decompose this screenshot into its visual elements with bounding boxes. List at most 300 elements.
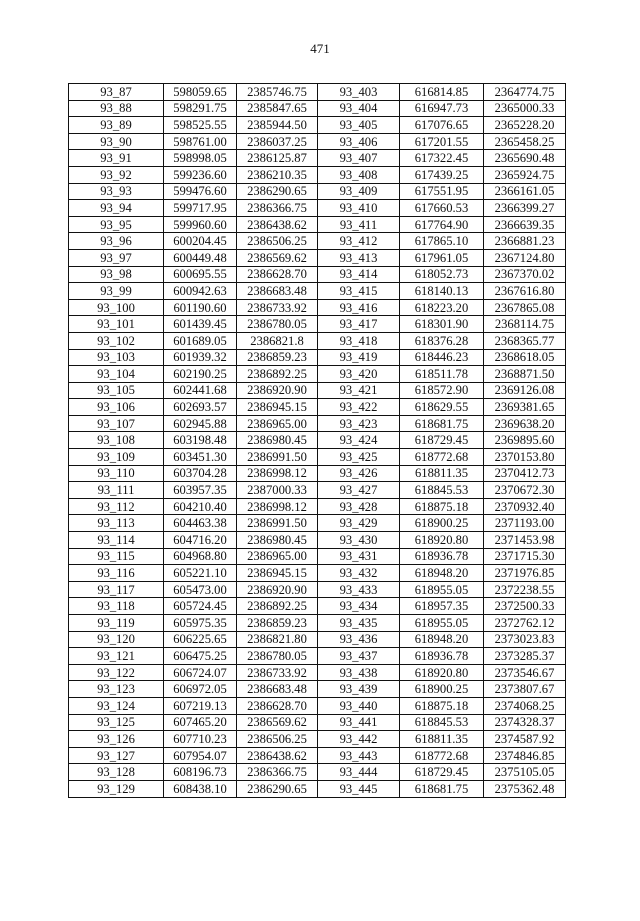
x-coordinate-left-cell: 602441.68 <box>164 382 237 399</box>
point-id-right-cell: 93_404 <box>318 100 400 117</box>
y-coordinate-left-cell: 2386290.65 <box>237 780 318 797</box>
y-coordinate-left-cell: 2386920.90 <box>237 382 318 399</box>
x-coordinate-left-cell: 605724.45 <box>164 598 237 615</box>
y-coordinate-right-cell: 2371715.30 <box>484 548 566 565</box>
y-coordinate-left-cell: 2386945.15 <box>237 399 318 416</box>
y-coordinate-right-cell: 2374068.25 <box>484 697 566 714</box>
point-id-right-cell: 93_444 <box>318 764 400 781</box>
x-coordinate-left-cell: 601689.05 <box>164 332 237 349</box>
y-coordinate-right-cell: 2365690.48 <box>484 150 566 167</box>
y-coordinate-right-cell: 2373807.67 <box>484 681 566 698</box>
x-coordinate-right-cell: 618936.78 <box>400 548 484 565</box>
table-row <box>69 133 566 150</box>
point-id-left-cell: 93_113 <box>69 515 164 532</box>
y-coordinate-right-cell: 2374328.37 <box>484 714 566 731</box>
point-id-right-cell: 93_408 <box>318 166 400 183</box>
y-coordinate-right-cell: 2364774.75 <box>484 84 566 101</box>
x-coordinate-right-cell: 618301.90 <box>400 316 484 333</box>
table-row <box>69 150 566 167</box>
point-id-right-cell: 93_438 <box>318 664 400 681</box>
y-coordinate-left-cell: 2386506.25 <box>237 731 318 748</box>
table-row <box>69 200 566 217</box>
y-coordinate-right-cell: 2373285.37 <box>484 648 566 665</box>
point-id-right-cell: 93_433 <box>318 581 400 598</box>
y-coordinate-left-cell: 2386780.05 <box>237 648 318 665</box>
y-coordinate-right-cell: 2366881.23 <box>484 233 566 250</box>
x-coordinate-right-cell: 618811.35 <box>400 465 484 482</box>
point-id-right-cell: 93_440 <box>318 697 400 714</box>
y-coordinate-left-cell: 2386892.25 <box>237 598 318 615</box>
point-id-right-cell: 93_427 <box>318 482 400 499</box>
x-coordinate-right-cell: 617865.10 <box>400 233 484 250</box>
point-id-right-cell: 93_414 <box>318 266 400 283</box>
x-coordinate-right-cell: 618875.18 <box>400 498 484 515</box>
point-id-right-cell: 93_429 <box>318 515 400 532</box>
y-coordinate-left-cell: 2386569.62 <box>237 249 318 266</box>
x-coordinate-left-cell: 601190.60 <box>164 299 237 316</box>
x-coordinate-left-cell: 604968.80 <box>164 548 237 565</box>
x-coordinate-right-cell: 618223.20 <box>400 299 484 316</box>
y-coordinate-right-cell: 2369126.08 <box>484 382 566 399</box>
point-id-left-cell: 93_91 <box>69 150 164 167</box>
table-row <box>69 100 566 117</box>
coordinates-table <box>68 83 566 798</box>
y-coordinate-right-cell: 2367865.08 <box>484 299 566 316</box>
table-row <box>69 764 566 781</box>
x-coordinate-right-cell: 618936.78 <box>400 648 484 665</box>
table-row <box>69 565 566 582</box>
y-coordinate-right-cell: 2367370.02 <box>484 266 566 283</box>
x-coordinate-left-cell: 600695.55 <box>164 266 237 283</box>
x-coordinate-left-cell: 603451.30 <box>164 449 237 466</box>
point-id-right-cell: 93_430 <box>318 532 400 549</box>
x-coordinate-right-cell: 617961.05 <box>400 249 484 266</box>
table-row <box>69 648 566 665</box>
point-id-left-cell: 93_104 <box>69 366 164 383</box>
x-coordinate-left-cell: 603704.28 <box>164 465 237 482</box>
x-coordinate-left-cell: 604463.38 <box>164 515 237 532</box>
x-coordinate-right-cell: 617660.53 <box>400 200 484 217</box>
point-id-left-cell: 93_126 <box>69 731 164 748</box>
point-id-right-cell: 93_411 <box>318 216 400 233</box>
y-coordinate-left-cell: 2386821.8 <box>237 332 318 349</box>
y-coordinate-right-cell: 2367124.80 <box>484 249 566 266</box>
point-id-right-cell: 93_424 <box>318 432 400 449</box>
point-id-right-cell: 93_445 <box>318 780 400 797</box>
point-id-right-cell: 93_413 <box>318 249 400 266</box>
y-coordinate-left-cell: 2386980.45 <box>237 432 318 449</box>
x-coordinate-left-cell: 599236.60 <box>164 166 237 183</box>
x-coordinate-right-cell: 616947.73 <box>400 100 484 117</box>
point-id-right-cell: 93_432 <box>318 565 400 582</box>
y-coordinate-right-cell: 2370412.73 <box>484 465 566 482</box>
point-id-left-cell: 93_99 <box>69 283 164 300</box>
y-coordinate-left-cell: 2386780.05 <box>237 316 318 333</box>
y-coordinate-left-cell: 2386998.12 <box>237 498 318 515</box>
point-id-left-cell: 93_115 <box>69 548 164 565</box>
point-id-right-cell: 93_412 <box>318 233 400 250</box>
y-coordinate-right-cell: 2371193.00 <box>484 515 566 532</box>
x-coordinate-left-cell: 606724.07 <box>164 664 237 681</box>
table-row <box>69 598 566 615</box>
point-id-left-cell: 93_123 <box>69 681 164 698</box>
point-id-left-cell: 93_112 <box>69 498 164 515</box>
x-coordinate-left-cell: 608438.10 <box>164 780 237 797</box>
table-row <box>69 631 566 648</box>
x-coordinate-right-cell: 618875.18 <box>400 697 484 714</box>
table-row <box>69 664 566 681</box>
x-coordinate-left-cell: 599717.95 <box>164 200 237 217</box>
point-id-right-cell: 93_442 <box>318 731 400 748</box>
x-coordinate-left-cell: 602945.88 <box>164 415 237 432</box>
x-coordinate-left-cell: 607710.23 <box>164 731 237 748</box>
y-coordinate-left-cell: 2386859.23 <box>237 349 318 366</box>
x-coordinate-left-cell: 605221.10 <box>164 565 237 582</box>
x-coordinate-left-cell: 598998.05 <box>164 150 237 167</box>
y-coordinate-left-cell: 2386859.23 <box>237 615 318 632</box>
y-coordinate-left-cell: 2386920.90 <box>237 581 318 598</box>
x-coordinate-left-cell: 603957.35 <box>164 482 237 499</box>
point-id-right-cell: 93_416 <box>318 299 400 316</box>
y-coordinate-right-cell: 2372238.55 <box>484 581 566 598</box>
point-id-left-cell: 93_110 <box>69 465 164 482</box>
table-row <box>69 366 566 383</box>
x-coordinate-left-cell: 598291.75 <box>164 100 237 117</box>
y-coordinate-right-cell: 2371453.98 <box>484 532 566 549</box>
point-id-left-cell: 93_107 <box>69 415 164 432</box>
y-coordinate-left-cell: 2385944.50 <box>237 117 318 134</box>
x-coordinate-left-cell: 599476.60 <box>164 183 237 200</box>
point-id-right-cell: 93_428 <box>318 498 400 515</box>
y-coordinate-left-cell: 2386506.25 <box>237 233 318 250</box>
point-id-right-cell: 93_405 <box>318 117 400 134</box>
point-id-right-cell: 93_426 <box>318 465 400 482</box>
table-row <box>69 233 566 250</box>
x-coordinate-right-cell: 618955.05 <box>400 581 484 598</box>
table-row <box>69 482 566 499</box>
x-coordinate-left-cell: 602190.25 <box>164 366 237 383</box>
y-coordinate-left-cell: 2386628.70 <box>237 697 318 714</box>
x-coordinate-left-cell: 607219.13 <box>164 697 237 714</box>
point-id-left-cell: 93_129 <box>69 780 164 797</box>
point-id-right-cell: 93_420 <box>318 366 400 383</box>
table-row <box>69 731 566 748</box>
y-coordinate-left-cell: 2386366.75 <box>237 200 318 217</box>
y-coordinate-left-cell: 2386683.48 <box>237 681 318 698</box>
y-coordinate-right-cell: 2365924.75 <box>484 166 566 183</box>
x-coordinate-right-cell: 618948.20 <box>400 631 484 648</box>
y-coordinate-right-cell: 2366161.05 <box>484 183 566 200</box>
point-id-left-cell: 93_94 <box>69 200 164 217</box>
x-coordinate-left-cell: 598059.65 <box>164 84 237 101</box>
y-coordinate-right-cell: 2366639.35 <box>484 216 566 233</box>
x-coordinate-right-cell: 618845.53 <box>400 714 484 731</box>
x-coordinate-right-cell: 618845.53 <box>400 482 484 499</box>
table-row <box>69 166 566 183</box>
point-id-right-cell: 93_421 <box>318 382 400 399</box>
point-id-left-cell: 93_101 <box>69 316 164 333</box>
point-id-right-cell: 93_406 <box>318 133 400 150</box>
table-row <box>69 449 566 466</box>
point-id-left-cell: 93_88 <box>69 100 164 117</box>
table-row <box>69 216 566 233</box>
x-coordinate-left-cell: 600204.45 <box>164 233 237 250</box>
x-coordinate-right-cell: 618681.75 <box>400 780 484 797</box>
y-coordinate-left-cell: 2386438.62 <box>237 216 318 233</box>
x-coordinate-right-cell: 618511.78 <box>400 366 484 383</box>
point-id-right-cell: 93_434 <box>318 598 400 615</box>
table-row <box>69 432 566 449</box>
y-coordinate-right-cell: 2375105.05 <box>484 764 566 781</box>
point-id-right-cell: 93_407 <box>318 150 400 167</box>
table-row <box>69 183 566 200</box>
x-coordinate-left-cell: 601939.32 <box>164 349 237 366</box>
point-id-left-cell: 93_111 <box>69 482 164 499</box>
x-coordinate-right-cell: 618376.28 <box>400 332 484 349</box>
x-coordinate-right-cell: 618948.20 <box>400 565 484 582</box>
x-coordinate-left-cell: 606972.05 <box>164 681 237 698</box>
y-coordinate-left-cell: 2386991.50 <box>237 515 318 532</box>
x-coordinate-left-cell: 603198.48 <box>164 432 237 449</box>
point-id-right-cell: 93_441 <box>318 714 400 731</box>
table-row <box>69 465 566 482</box>
x-coordinate-right-cell: 616814.85 <box>400 84 484 101</box>
y-coordinate-left-cell: 2386569.62 <box>237 714 318 731</box>
point-id-right-cell: 93_439 <box>318 681 400 698</box>
point-id-right-cell: 93_443 <box>318 747 400 764</box>
y-coordinate-left-cell: 2385847.65 <box>237 100 318 117</box>
x-coordinate-right-cell: 618811.35 <box>400 731 484 748</box>
y-coordinate-right-cell: 2368365.77 <box>484 332 566 349</box>
y-coordinate-right-cell: 2368618.05 <box>484 349 566 366</box>
y-coordinate-right-cell: 2365458.25 <box>484 133 566 150</box>
table-row <box>69 415 566 432</box>
x-coordinate-right-cell: 618920.80 <box>400 664 484 681</box>
table-row <box>69 681 566 698</box>
table-row <box>69 780 566 797</box>
point-id-left-cell: 93_106 <box>69 399 164 416</box>
point-id-left-cell: 93_121 <box>69 648 164 665</box>
table-row <box>69 498 566 515</box>
y-coordinate-left-cell: 2386965.00 <box>237 548 318 565</box>
x-coordinate-right-cell: 618900.25 <box>400 681 484 698</box>
y-coordinate-right-cell: 2370932.40 <box>484 498 566 515</box>
point-id-right-cell: 93_415 <box>318 283 400 300</box>
table-row <box>69 117 566 134</box>
y-coordinate-right-cell: 2375362.48 <box>484 780 566 797</box>
x-coordinate-right-cell: 617764.90 <box>400 216 484 233</box>
x-coordinate-right-cell: 617551.95 <box>400 183 484 200</box>
x-coordinate-right-cell: 617322.45 <box>400 150 484 167</box>
y-coordinate-right-cell: 2372500.33 <box>484 598 566 615</box>
x-coordinate-right-cell: 618772.68 <box>400 449 484 466</box>
y-coordinate-right-cell: 2369381.65 <box>484 399 566 416</box>
x-coordinate-left-cell: 599960.60 <box>164 216 237 233</box>
point-id-right-cell: 93_419 <box>318 349 400 366</box>
table-row <box>69 548 566 565</box>
point-id-right-cell: 93_425 <box>318 449 400 466</box>
point-id-right-cell: 93_410 <box>318 200 400 217</box>
point-id-left-cell: 93_92 <box>69 166 164 183</box>
point-id-left-cell: 93_122 <box>69 664 164 681</box>
table-row <box>69 382 566 399</box>
x-coordinate-left-cell: 598761.00 <box>164 133 237 150</box>
x-coordinate-right-cell: 618629.55 <box>400 399 484 416</box>
y-coordinate-left-cell: 2386998.12 <box>237 465 318 482</box>
point-id-left-cell: 93_124 <box>69 697 164 714</box>
x-coordinate-left-cell: 602693.57 <box>164 399 237 416</box>
x-coordinate-right-cell: 618572.90 <box>400 382 484 399</box>
y-coordinate-left-cell: 2385746.75 <box>237 84 318 101</box>
point-id-left-cell: 93_117 <box>69 581 164 598</box>
x-coordinate-right-cell: 618446.23 <box>400 349 484 366</box>
y-coordinate-left-cell: 2386965.00 <box>237 415 318 432</box>
table-row <box>69 615 566 632</box>
x-coordinate-left-cell: 607954.07 <box>164 747 237 764</box>
point-id-left-cell: 93_125 <box>69 714 164 731</box>
x-coordinate-left-cell: 598525.55 <box>164 117 237 134</box>
point-id-right-cell: 93_431 <box>318 548 400 565</box>
point-id-left-cell: 93_114 <box>69 532 164 549</box>
point-id-right-cell: 93_403 <box>318 84 400 101</box>
point-id-left-cell: 93_95 <box>69 216 164 233</box>
table-row <box>69 714 566 731</box>
y-coordinate-left-cell: 2387000.33 <box>237 482 318 499</box>
x-coordinate-left-cell: 605473.00 <box>164 581 237 598</box>
table-row <box>69 316 566 333</box>
point-id-left-cell: 93_116 <box>69 565 164 582</box>
y-coordinate-left-cell: 2386733.92 <box>237 664 318 681</box>
y-coordinate-right-cell: 2368871.50 <box>484 366 566 383</box>
point-id-left-cell: 93_102 <box>69 332 164 349</box>
y-coordinate-right-cell: 2365000.33 <box>484 100 566 117</box>
x-coordinate-right-cell: 618140.13 <box>400 283 484 300</box>
point-id-left-cell: 93_89 <box>69 117 164 134</box>
y-coordinate-right-cell: 2371976.85 <box>484 565 566 582</box>
y-coordinate-left-cell: 2386991.50 <box>237 449 318 466</box>
x-coordinate-right-cell: 618772.68 <box>400 747 484 764</box>
point-id-right-cell: 93_436 <box>318 631 400 648</box>
x-coordinate-left-cell: 607465.20 <box>164 714 237 731</box>
point-id-left-cell: 93_118 <box>69 598 164 615</box>
point-id-left-cell: 93_93 <box>69 183 164 200</box>
point-id-left-cell: 93_98 <box>69 266 164 283</box>
point-id-right-cell: 93_423 <box>318 415 400 432</box>
x-coordinate-right-cell: 618920.80 <box>400 532 484 549</box>
table-row <box>69 332 566 349</box>
y-coordinate-left-cell: 2386733.92 <box>237 299 318 316</box>
x-coordinate-right-cell: 617201.55 <box>400 133 484 150</box>
point-id-right-cell: 93_409 <box>318 183 400 200</box>
table-row <box>69 747 566 764</box>
table-row <box>69 349 566 366</box>
y-coordinate-left-cell: 2386438.62 <box>237 747 318 764</box>
y-coordinate-right-cell: 2365228.20 <box>484 117 566 134</box>
point-id-left-cell: 93_90 <box>69 133 164 150</box>
point-id-right-cell: 93_422 <box>318 399 400 416</box>
x-coordinate-right-cell: 618900.25 <box>400 515 484 532</box>
y-coordinate-right-cell: 2370153.80 <box>484 449 566 466</box>
x-coordinate-left-cell: 605975.35 <box>164 615 237 632</box>
point-id-right-cell: 93_435 <box>318 615 400 632</box>
table-row <box>69 249 566 266</box>
y-coordinate-left-cell: 2386210.35 <box>237 166 318 183</box>
x-coordinate-left-cell: 600449.48 <box>164 249 237 266</box>
table-row <box>69 697 566 714</box>
x-coordinate-left-cell: 606475.25 <box>164 648 237 665</box>
x-coordinate-right-cell: 618957.35 <box>400 598 484 615</box>
point-id-left-cell: 93_103 <box>69 349 164 366</box>
y-coordinate-left-cell: 2386980.45 <box>237 532 318 549</box>
x-coordinate-left-cell: 600942.63 <box>164 283 237 300</box>
table-row <box>69 266 566 283</box>
point-id-left-cell: 93_119 <box>69 615 164 632</box>
y-coordinate-left-cell: 2386683.48 <box>237 283 318 300</box>
x-coordinate-right-cell: 617076.65 <box>400 117 484 134</box>
y-coordinate-right-cell: 2369638.20 <box>484 415 566 432</box>
y-coordinate-right-cell: 2366399.27 <box>484 200 566 217</box>
table-row <box>69 299 566 316</box>
point-id-left-cell: 93_109 <box>69 449 164 466</box>
table-row <box>69 399 566 416</box>
y-coordinate-right-cell: 2370672.30 <box>484 482 566 499</box>
y-coordinate-right-cell: 2373546.67 <box>484 664 566 681</box>
x-coordinate-right-cell: 618729.45 <box>400 764 484 781</box>
table-row <box>69 283 566 300</box>
y-coordinate-left-cell: 2386892.25 <box>237 366 318 383</box>
y-coordinate-right-cell: 2374846.85 <box>484 747 566 764</box>
x-coordinate-left-cell: 608196.73 <box>164 764 237 781</box>
point-id-left-cell: 93_87 <box>69 84 164 101</box>
x-coordinate-left-cell: 601439.45 <box>164 316 237 333</box>
y-coordinate-right-cell: 2368114.75 <box>484 316 566 333</box>
y-coordinate-left-cell: 2386945.15 <box>237 565 318 582</box>
x-coordinate-left-cell: 604716.20 <box>164 532 237 549</box>
x-coordinate-right-cell: 618955.05 <box>400 615 484 632</box>
y-coordinate-right-cell: 2373023.83 <box>484 631 566 648</box>
x-coordinate-right-cell: 618681.75 <box>400 415 484 432</box>
point-id-left-cell: 93_108 <box>69 432 164 449</box>
coordinates-table-body <box>69 84 566 798</box>
y-coordinate-left-cell: 2386821.80 <box>237 631 318 648</box>
y-coordinate-right-cell: 2367616.80 <box>484 283 566 300</box>
y-coordinate-left-cell: 2386366.75 <box>237 764 318 781</box>
point-id-left-cell: 93_128 <box>69 764 164 781</box>
table-row <box>69 515 566 532</box>
table-row <box>69 532 566 549</box>
point-id-right-cell: 93_418 <box>318 332 400 349</box>
y-coordinate-left-cell: 2386037.25 <box>237 133 318 150</box>
point-id-left-cell: 93_120 <box>69 631 164 648</box>
point-id-left-cell: 93_100 <box>69 299 164 316</box>
x-coordinate-right-cell: 617439.25 <box>400 166 484 183</box>
x-coordinate-left-cell: 606225.65 <box>164 631 237 648</box>
y-coordinate-left-cell: 2386290.65 <box>237 183 318 200</box>
point-id-right-cell: 93_417 <box>318 316 400 333</box>
point-id-left-cell: 93_97 <box>69 249 164 266</box>
table-row <box>69 84 566 101</box>
point-id-right-cell: 93_437 <box>318 648 400 665</box>
x-coordinate-right-cell: 618052.73 <box>400 266 484 283</box>
point-id-left-cell: 93_105 <box>69 382 164 399</box>
y-coordinate-right-cell: 2374587.92 <box>484 731 566 748</box>
y-coordinate-left-cell: 2386125.87 <box>237 150 318 167</box>
y-coordinate-right-cell: 2372762.12 <box>484 615 566 632</box>
table-row <box>69 581 566 598</box>
point-id-left-cell: 93_96 <box>69 233 164 250</box>
point-id-left-cell: 93_127 <box>69 747 164 764</box>
x-coordinate-left-cell: 604210.40 <box>164 498 237 515</box>
